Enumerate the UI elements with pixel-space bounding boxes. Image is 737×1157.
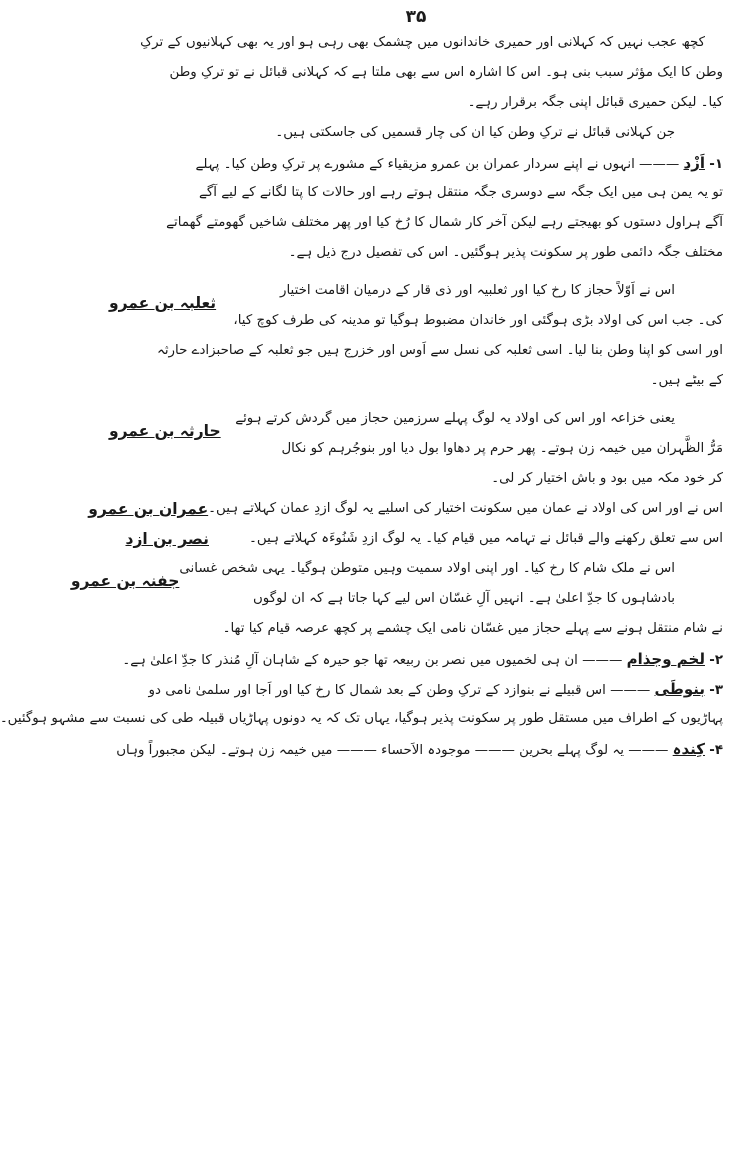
azd-line: ——— انہوں نے اپنے سردار عمران بن عمرو مزیقیاء کے مشورے پر ترکِ وطن کیا۔ پہلے [195,157,680,172]
lakhm-section [109,644,723,674]
azd-line: آگے ہراول دستوں کو بھیجتے رہے لیکن آخر کار شمال کا رُخ کیا اور پھر مختلف شاخیں گھومتے گھماتے [166,215,723,230]
branch-imran [88,494,723,524]
section-number: ۲- [709,653,723,668]
lakhm-line: ——— ان ہی لخمیوں میں نصر بن ربیعہ تھا جو حیرہ کے شاہان آلِ مُنذر کا جدِّ اعلیٰ ہے۔ [122,653,623,668]
intro-paragraph [109,28,723,148]
branch-line: کی۔ جب اس کی اولاد بڑی ہوگئی اور خاندان مضبوط ہوگیا تو مدینہ کی طرف کوچ کیا، [233,313,723,328]
section-number: ۱- [709,157,723,172]
intro-line: جن کہلانی قبائل نے ترکِ وطن کیا ان کی چار قسمیں کی جاسکتی ہیں۔ [275,125,675,140]
branch-line: مَرُّ الظَّہران میں خیمہ زن ہوتے۔ پھر حرم پر دھاوا بول دیا اور بنوجُرہم کو نکال [281,441,723,456]
tay-section [0,674,723,734]
branch-line: اس نے اَوّلاً حجاز کا رخ کیا اور ثعلبیہ اور ذی قار کے درمیان اقامت اختیار [279,283,675,298]
branch-label: نصر بن ازد [125,530,209,548]
branch-label: ثعلبہ بن عمرو [109,294,217,312]
intro-line: وطن کا ایک مؤثر سبب بنی ہو۔ اس کا اشارہ اس سے بھی ملتا ہے کہ کہلانی قبائل نے تو ترکِ وطن [169,65,723,80]
kinda-section [109,734,723,764]
branch-line: بادشاہوں کا جدِّ اعلیٰ ہے۔ انہیں آلِ غسّان اس لیے کہا جاتا ہے کہ ان لوگوں [252,591,675,606]
branch-line: کر خود مکہ میں بود و باش اختیار کر لی۔ [491,471,723,486]
azd-line: مختلف جگہ دائمی طور پر سکونت پذیر ہوگئیں۔ اس کی تفصیل درج ذیل ہے۔ [288,245,723,260]
branch-jafna [70,554,723,614]
section-heading-tay: بنوطَی [654,680,705,698]
branch-label: حارثہ بن عمرو [109,422,221,440]
branch-label: جفنہ بن عمرو [70,572,180,590]
section-heading-lakhm: لخم وجذام [626,650,705,668]
section-number: ۴- [709,743,723,758]
branch-line: یعنی خزاعہ اور اس کی اولاد یہ لوگ پہلے سرزمین حجاز میں گردش کرتے ہوئے [235,411,675,426]
branch-thalaba [109,276,723,336]
branch-line: اس نے ملک شام کا رخ کیا۔ اور اپنی اولاد سمیت وہیں متوطن ہوگیا۔ یہی شخص غسانی [179,561,675,576]
tay-line: ——— اس قبیلے نے بنوازد کے ترکِ وطن کے بعد شمال کا رخ کیا اور اَجا اور سلمیٰ نامی دو [148,683,651,698]
azd-line: تو یہ یمن ہی میں ایک جگہ سے دوسری جگہ منتقل ہوتے رہے اور حالات کا پتا لگانے کے لیے آگے [199,185,723,200]
tay-line: پہاڑیوں کے اطراف میں مستقل طور پر سکونت پذیر ہوگیا، یہاں تک کہ یہ دونوں پہاڑیاں قبیلہ طی کی نسبت سے مشہو ہوگئیں۔ [0,711,723,726]
branch-line: کے بیٹے ہیں۔ [650,373,723,388]
branch-label: عمران بن عمرو [88,500,209,518]
kinda-line: ——— یہ لوگ پہلے بحرین ——— موجودہ الاَحساء ——— میں خیمہ زن ہوتے۔ لیکن مجبوراً وہاں [116,743,669,758]
page-number: ۳۵ [405,7,427,27]
intro-line: کچھ عجب نہیں کہ کہلانی اور حمیری خاندانوں میں چشمک بھی رہی ہو اور یہ بھی کہلانیوں کے ترکِ [140,35,705,50]
branch-line: نے شام منتقل ہونے سے پہلے حجاز میں غسّان نامی ایک چشمے پر کچھ عرصہ قیام کیا تھا۔ [222,621,723,636]
branch-nasr [109,524,723,554]
branch-line: اس سے تعلق رکھنے والے قبائل نے تہامہ میں قیام کیا۔ یہ لوگ ازدِ شَنُوءَہ کہلاتے ہیں۔ [249,531,723,546]
branch-haritha [109,404,723,464]
section-heading-azd: اَزْد [683,154,705,172]
branch-line: اور اسی کو اپنا وطن بنا لیا۔ اسی ثعلبہ کی نسل سے اَوس اور خزرج ہیں جو ثعلبہ کے صاحبزادے حارثہ [156,343,723,358]
section-heading-kinda: کِندہ [672,740,705,758]
section-number: ۳- [709,683,723,698]
branch-line: اس نے اور اس کی اولاد نے عمان میں سکونت اختیار کی اسلیے یہ لوگ ازدِ عمان کہلاتے ہیں۔ [208,501,723,516]
intro-line: کیا۔ لیکن حمیری قبائل اپنی جگہ برقرار رہے۔ [467,95,723,110]
azd-section [109,148,723,268]
